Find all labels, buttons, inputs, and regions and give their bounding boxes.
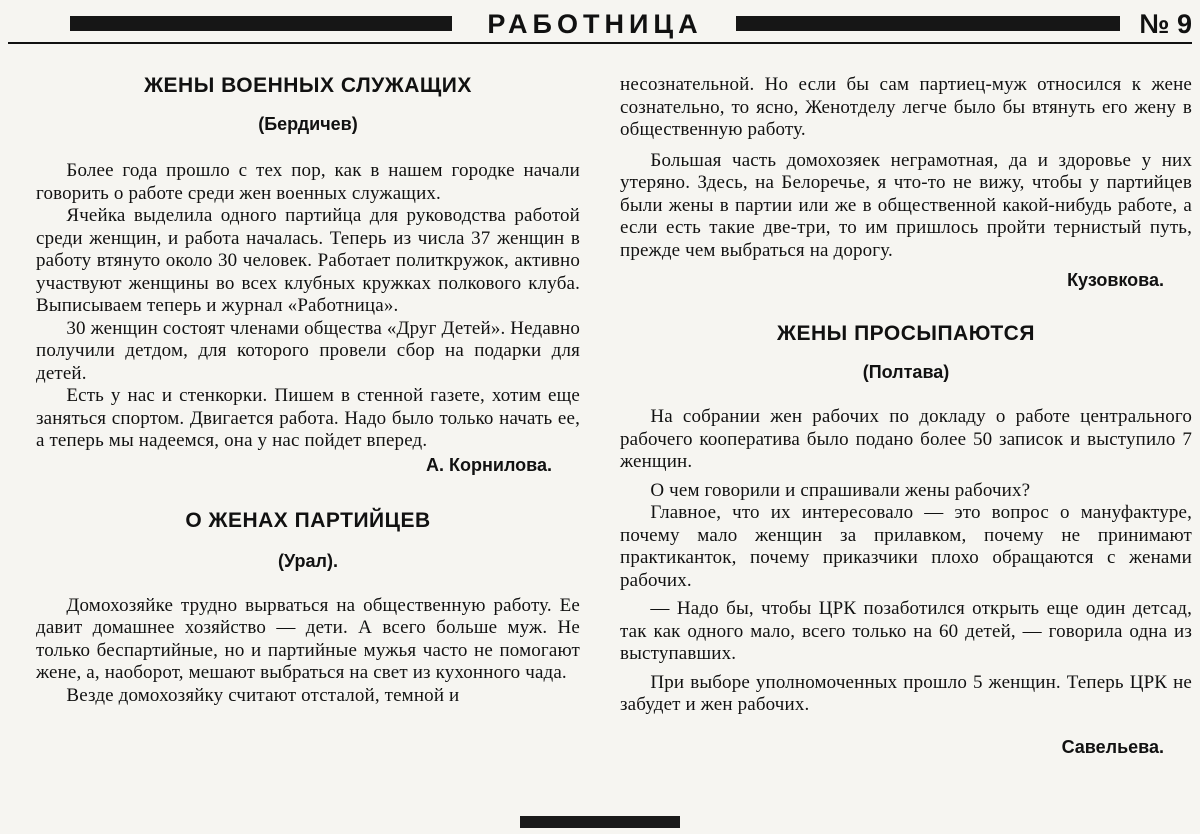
paragraph: Большая часть домохозяек неграмотная, да и здоровье у них утеряно. Здесь, на Белоречье, я что-то не вижу, чтобы у партийцев были жены в партии или же в общественной какой-нибудь работе, а если есть такие две-три, то им пришлось пройти тернистый путь, прежде чем выбраться на дорогу. (620, 149, 1192, 261)
paragraph: 30 женщин состоят членами общества «Друг Детей». Недавно получили детдом, для которого провели сбор на подарки для детей. (36, 317, 580, 384)
signature-savelyeva: Савельева. (1061, 736, 1164, 757)
paragraph: Ячейка выделила одного партийца для руководства работой среди женщин, и работа началась. Теперь из числа 37 женщин в работу втянуто около 30 человек. Работает политкружок, активно участвуют женщины во всех клубных кружках полкового клуба. Выписываем теперь и журнал «Работница». (36, 205, 580, 316)
paragraph: О чем говорили и спрашивали жены рабочих? (650, 479, 1031, 501)
article-title-wives-servicemen: ЖЕНЫ ВОЕННЫХ СЛУЖАЩИХ (144, 74, 472, 97)
article-place-berdichev: (Бердичев) (258, 114, 358, 134)
paragraph: Везде домохозяйку считают отсталой, темной и (66, 684, 460, 706)
paragraph: На собрании жен рабочих по докладу о работе центрального рабочего кооператива было подано более 50 записок и выступило 7 женщин. (620, 406, 1192, 472)
paper-title: РАБОТНИЦА (487, 9, 703, 39)
bottom-ornament-bar (520, 816, 680, 828)
right-column (620, 46, 1192, 759)
paragraph: Есть у нас и стенкорки. Пишем в стенной газете, хотим еще заняться спортом. Двигается работа. Надо было только начать ее, а теперь мы надеемся, она у нас пойдет вперед. (36, 385, 580, 451)
paragraph: Домохозяйке трудно вырваться на общественную работу. Ее давит домашнее хозяйство — дети. А всего больше муж. Не только беспартийные, но и партийные мужья часто не помогают жене, а, наоборот, мешают выбраться на свет из кухонного чада. (36, 594, 580, 683)
signature-kuzovkova: Кузовкова. (1067, 270, 1164, 290)
article-title-wives-awakening: ЖЕНЫ ПРОСЫПАЮТСЯ (777, 322, 1035, 345)
signature-kornilova: А. Корнилова. (426, 454, 552, 475)
masthead (8, 6, 1192, 42)
paragraph: Более года прошло с тех пор, как в нашем городке начали говорить о работе среди жен военных служащих. (36, 160, 580, 204)
left-column (36, 46, 580, 707)
header-rule (8, 42, 1192, 44)
masthead-right-bar (736, 16, 1120, 31)
article-place-poltava: (Полтава) (862, 362, 950, 382)
paragraph: — Надо бы, чтобы ЦРК позаботился открыть еще один детсад, так как одного мало, всего только на 60 детей, — говорила одна из выступавших. (620, 598, 1192, 664)
issue-number: № 9 (1139, 9, 1192, 39)
paragraph: Главное, что их интересовало — это вопрос о мануфактуре, почему мало женщин за прилавком, почему не принимают практиканток, почему приказчики плохо обращаются с женами рабочих. (620, 502, 1192, 591)
masthead-left-bar (70, 16, 452, 31)
article-place-ural: (Урал). (278, 550, 338, 571)
article-title-party-wives: О ЖЕНАХ ПАРТИЙЦЕВ (185, 508, 431, 532)
paragraph: При выборе уполномоченных прошло 5 женщин. Теперь ЦРК не забудет и жен рабочих. (620, 671, 1192, 715)
paragraph: несознательной. Но если бы сам партиец-муж относился к жене сознательно, то ясно, Женотделу легче было бы втянуть его жену в общественную работу. (620, 74, 1192, 140)
